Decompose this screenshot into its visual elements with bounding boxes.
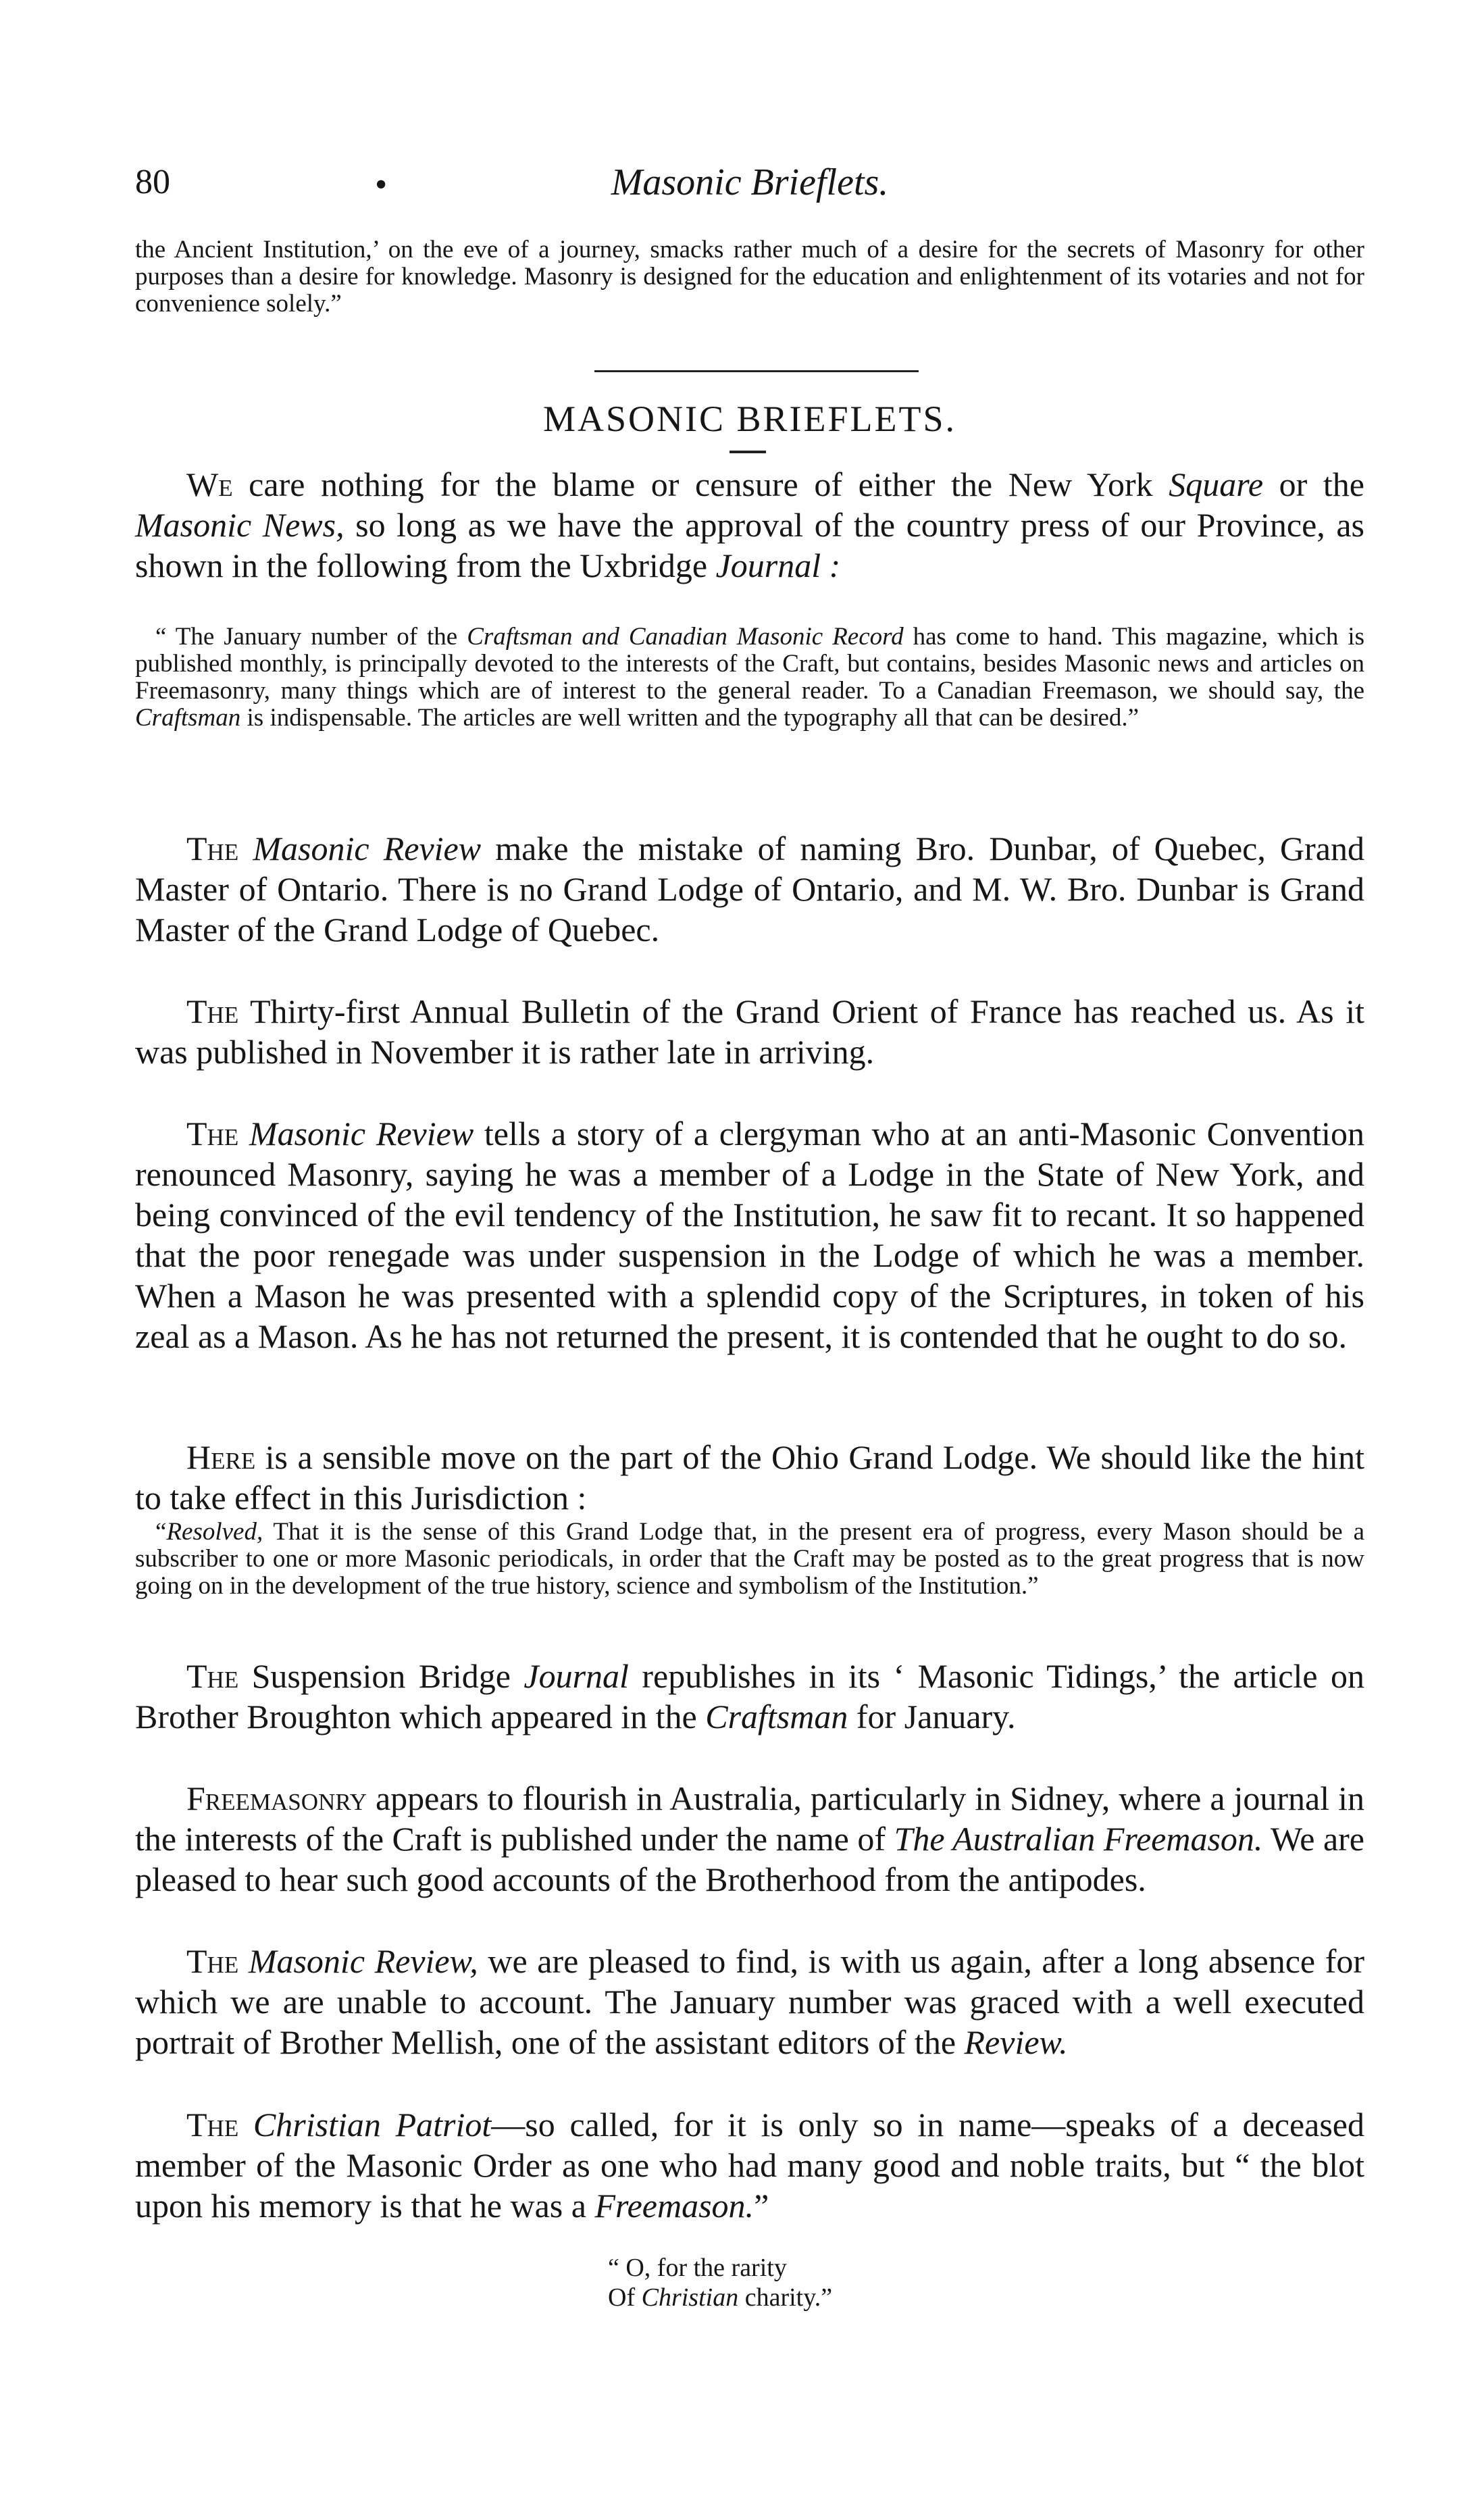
lead-word: The <box>186 830 239 867</box>
lead-word: We <box>186 465 233 503</box>
italic-text: Journal <box>523 1657 629 1695</box>
lead-word: The <box>186 1657 239 1695</box>
text: ” <box>754 2187 769 2225</box>
paragraph-9 <box>135 2104 1364 2226</box>
lead-word: The <box>186 1115 239 1152</box>
italic-text: Christian <box>641 2283 739 2312</box>
text <box>238 830 253 867</box>
text: Thirty-first Annual Bulletin of the Grand Orient of France has reached us. As it was published in November it is rather late in arriving. <box>135 992 1364 1071</box>
intro-text: the Ancient Institution,’ on the eve of a journey, smacks rather much of a desire for the secrets of Masonry for other purposes than a desire for knowledge. Masonry is designed for the education and enlightenment of its votaries and not for convenience solely.” <box>135 236 1364 318</box>
italic-text: The Australian Freemason. <box>894 1820 1263 1858</box>
italic-text: Craftsman and Canadian Masonic Record <box>467 623 904 651</box>
section-divider <box>594 370 919 372</box>
text: charity.” <box>738 2283 833 2312</box>
running-title: Masonic Brieflets. <box>611 161 889 203</box>
paragraph-2 <box>135 828 1364 950</box>
italic-text: Masonic Review, <box>248 1942 478 1980</box>
verse-couplet <box>608 2253 832 2312</box>
paragraph-8 <box>135 1941 1364 2062</box>
lead-word: Here <box>186 1438 256 1476</box>
text: for January. <box>848 1698 1016 1735</box>
paragraph-1 <box>135 464 1364 586</box>
text <box>238 1942 249 1980</box>
verse-line-1: “ O, for the rarity <box>608 2254 787 2282</box>
quotation-2 <box>135 1519 1364 1600</box>
text: We are pleased to hear such good accounts of the Brotherhood from the antipodes. <box>135 1820 1364 1898</box>
intro-paragraph <box>135 236 1364 318</box>
paragraph-5 <box>135 1437 1364 1518</box>
lead-word: The <box>186 992 239 1030</box>
italic-text: Review. <box>964 2023 1068 2061</box>
text: is indispensable. The articles are well written and the typography all that can be desired.” <box>240 704 1140 732</box>
italic-text: Masonic News, <box>135 506 344 544</box>
text: Suspension Bridge <box>238 1657 524 1695</box>
text: “ <box>155 1518 167 1546</box>
text <box>238 1115 249 1152</box>
verse-line-2 <box>608 2283 832 2312</box>
paragraph-3 <box>135 991 1364 1072</box>
lead-word: The <box>186 1942 239 1980</box>
italic-text: Resolved, <box>166 1518 263 1546</box>
italic-text: Masonic Review <box>249 1115 474 1152</box>
paragraph-7 <box>135 1778 1364 1900</box>
italic-text: Masonic Review <box>253 830 482 867</box>
text: is a sensible move on the part of the Ohio Grand Lodge. We should like the hint to take effect in this Jurisdiction : <box>135 1438 1364 1517</box>
lead-word: Freemasonry <box>186 1779 367 1817</box>
italic-text: Square <box>1169 465 1264 503</box>
paragraph-4 <box>135 1113 1364 1356</box>
text <box>238 2106 253 2144</box>
italic-text: Christian Patriot <box>253 2106 492 2144</box>
page-number: 80 <box>135 163 170 201</box>
lead-word: The <box>186 2106 239 2144</box>
text: we are pleased to find, is with us again, after a long absence for which we are unable to account. The January number was graced with a well executed portrait of Brother Mellish, one of the assistant editors of the <box>135 1942 1365 2061</box>
section-title: MASONIC BRIEFLETS. <box>542 399 957 439</box>
text: appears to flourish in Australia, particularly in Sidney, where a journal in the interests of the Craft is published under the name of <box>135 1779 1364 1858</box>
text: tells a story of a clergyman who at an anti-Masonic Convention renounced Masonry, saying he was a member of a Lodge in the State of New York, and being convinced of the evil tendency of the Institution, he saw fit to recant. It so happened that the poor renegade was under suspension in the Lodge of which he was a member. When a Mason he was presented with a splendid copy of the Scriptures, in token of his zeal as a Mason. As he has not returned the present, it is contended that he ought to do so. <box>135 1115 1364 1355</box>
text: “ The January number of the <box>155 623 467 651</box>
quotation-1 <box>135 624 1364 732</box>
text: Of <box>608 2283 642 2312</box>
italic-text: Journal : <box>715 547 841 584</box>
italic-text: Craftsman <box>705 1698 848 1735</box>
text: has come to hand. This magazine, which is published monthly, is principally devoted to the interests of the Craft, but contains, besides Masonic news and articles on Freemasonry, many things which are of interest to the general reader. To a Canadian Freemason, we should say, the <box>135 623 1365 705</box>
text: republishes in its ‘ Masonic Tidings,’ the article on Brother Broughton which appeared in the <box>135 1657 1364 1735</box>
text: or the <box>1263 465 1364 503</box>
running-head <box>135 161 1364 215</box>
printer-mark: • <box>375 166 388 204</box>
text: —so called, for it is only so in name—speaks of a deceased member of the Masonic Order as one who had many good and noble traits, but “ the blot upon his memory is that he was a <box>135 2106 1364 2225</box>
paragraph-6 <box>135 1656 1364 1737</box>
title-underline <box>730 451 766 453</box>
text: care nothing for the blame or censure of either the New York <box>232 465 1169 503</box>
text: make the mistake of naming Bro. Dunbar, of Quebec, Grand Master of Ontario. There is no Grand Lodge of Ontario, and M. W. Bro. Dunbar is Grand Master of the Grand Lodge of Quebec. <box>135 830 1364 948</box>
italic-text: Freemason. <box>594 2187 754 2225</box>
text: so long as we have the approval of the country press of our Province, as shown in the following from the Uxbridge <box>135 506 1365 584</box>
text: That it is the sense of this Grand Lodge that, in the present era of progress, every Mason should be a subscriber to one or more Masonic periodicals, in order that the Craft may be posted as to the great progress that is now going on in the development of the true history, science and symbolism of the Institution.” <box>135 1518 1364 1600</box>
italic-text: Craftsman <box>135 704 241 732</box>
